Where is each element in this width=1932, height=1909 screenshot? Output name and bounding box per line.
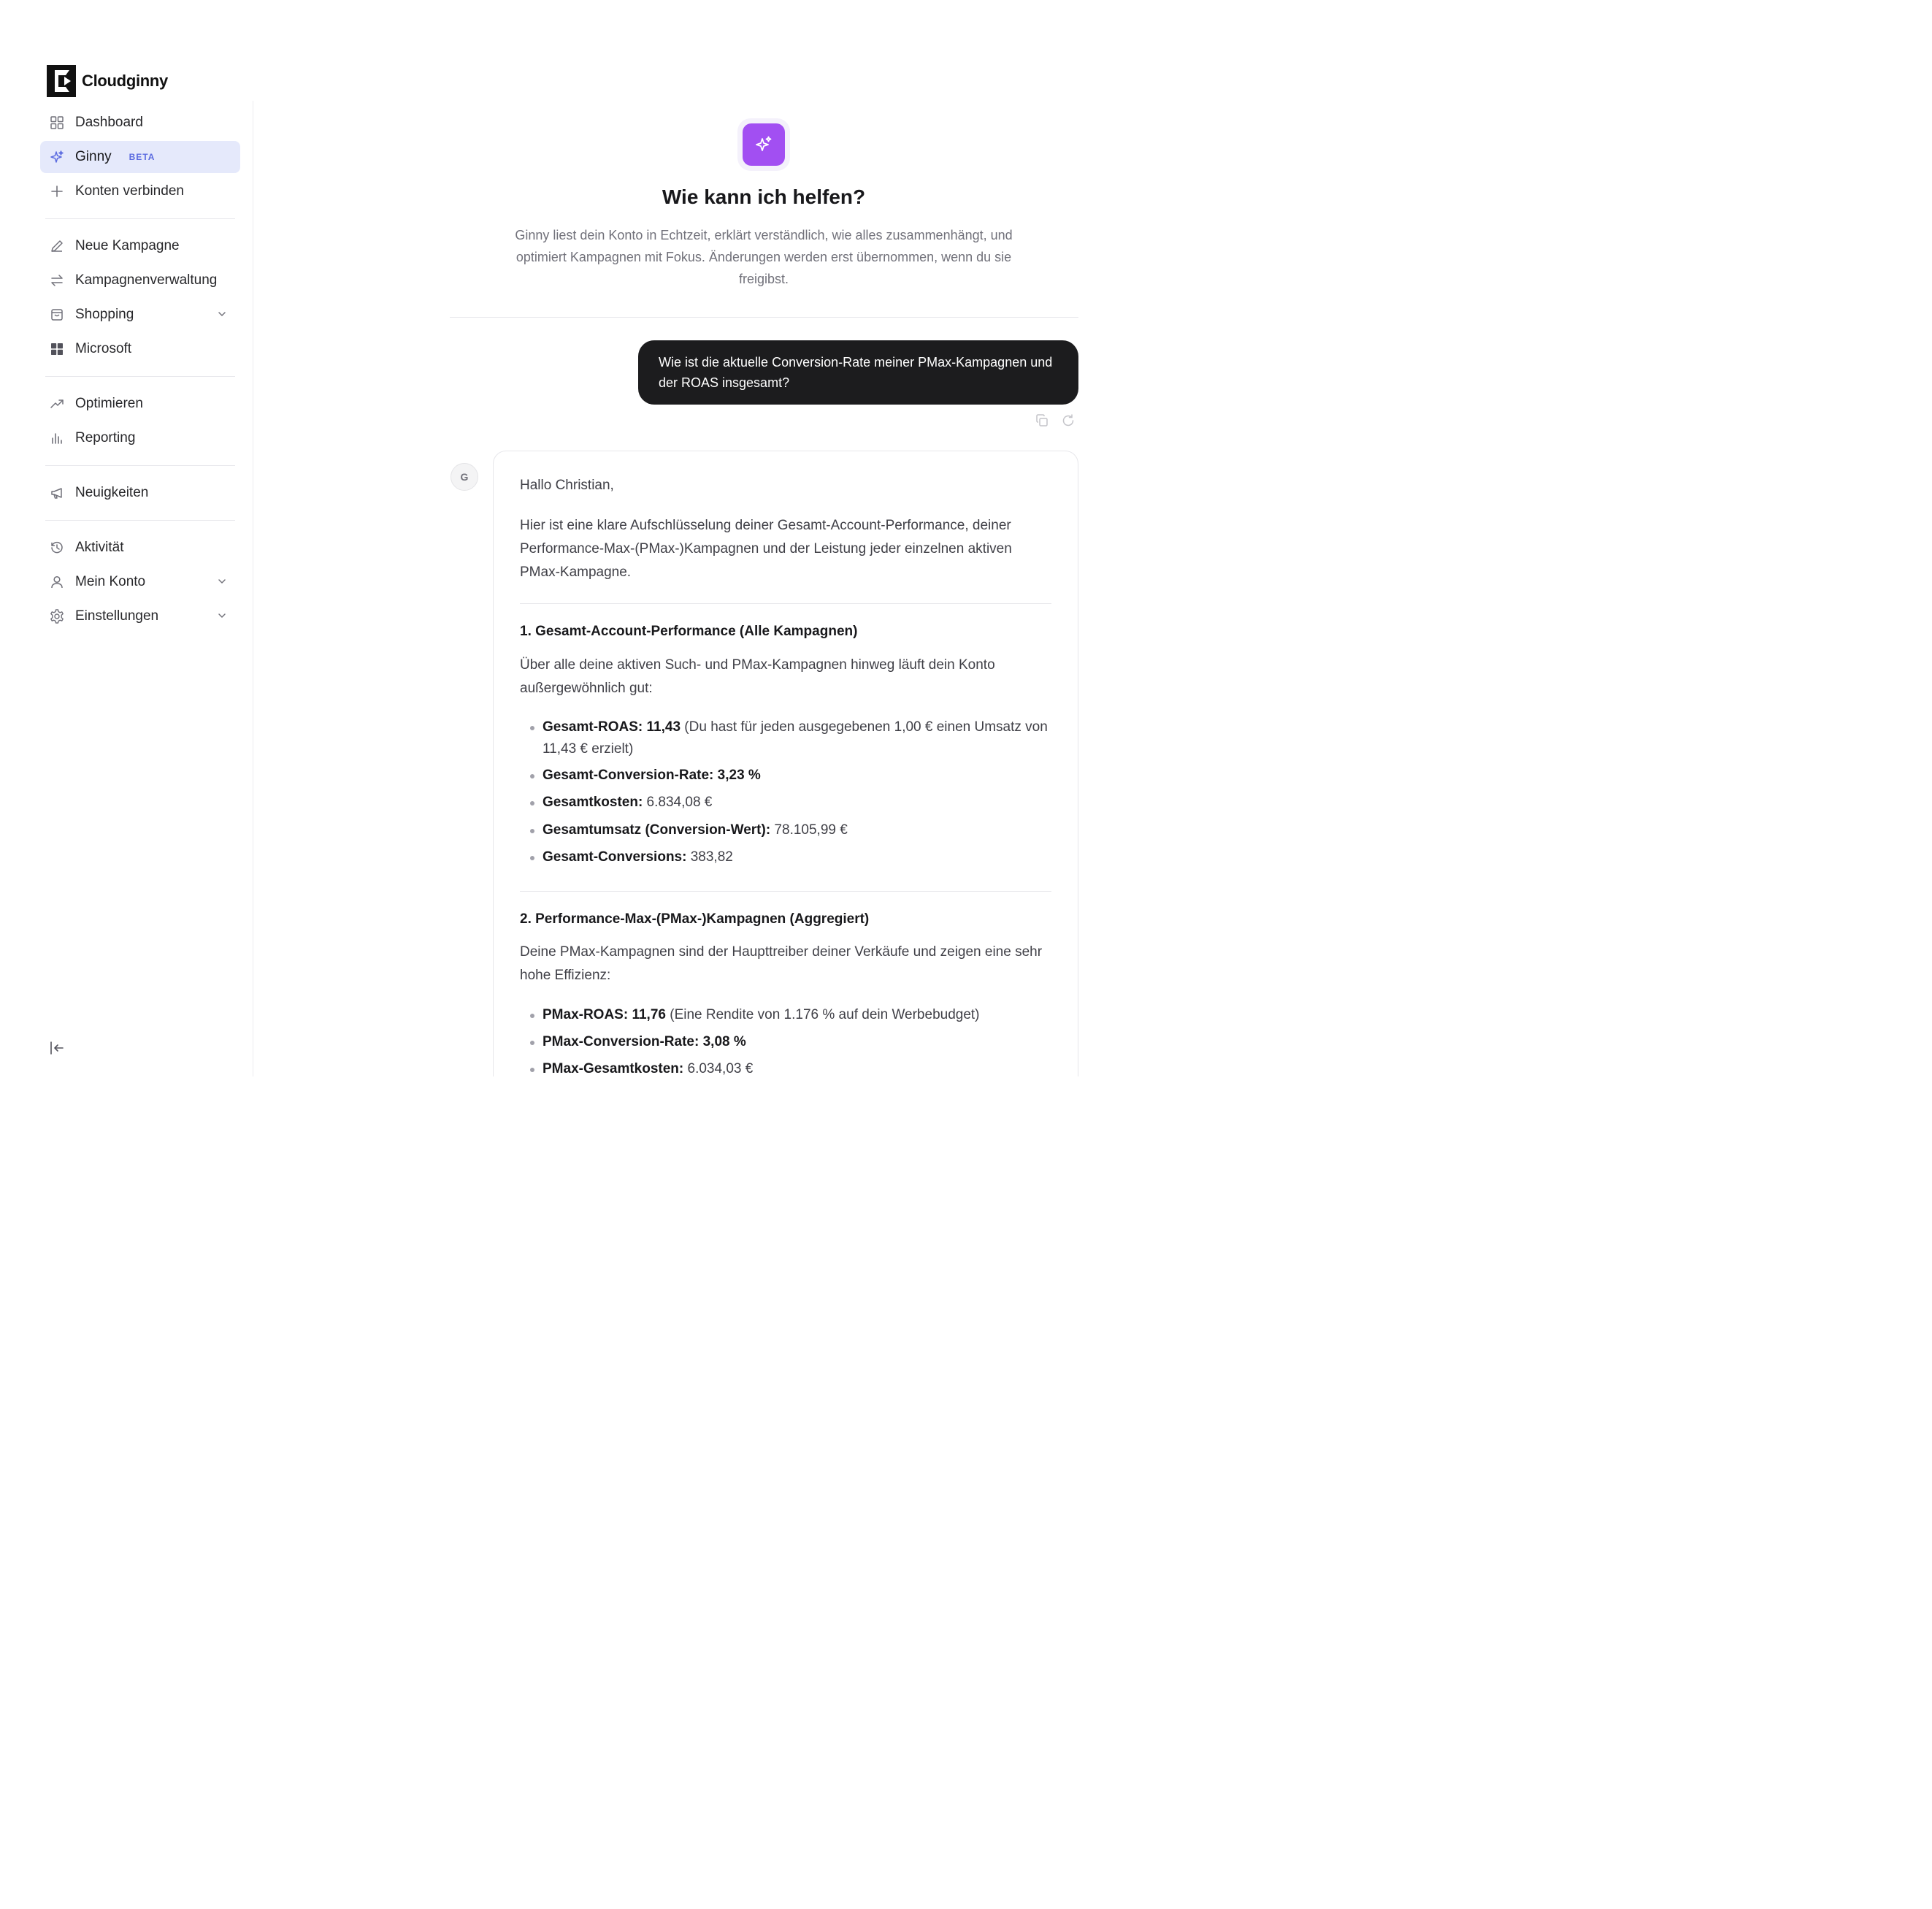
- chevron-down-icon[interactable]: [215, 609, 229, 622]
- sidebar-divider: [45, 520, 235, 521]
- sidebar-item-konten-verbinden[interactable]: [40, 175, 240, 207]
- sidebar-item-label: Konten verbinden: [75, 183, 184, 199]
- sidebar-item-optimieren[interactable]: [40, 388, 240, 420]
- intro-text: Hier ist eine klare Aufschlüsselung deiner Gesamt-Account-Performance, deiner Performance-Max-(PMax-)Kampagnen und der Leistung jeder einzelnen aktiven PMax-Kampagne.: [520, 518, 1012, 580]
- hero-divider: [450, 317, 1078, 318]
- history-icon: [49, 540, 65, 556]
- grid-icon: [49, 115, 65, 131]
- list-item: Gesamtkosten: 6.834,08 €: [520, 792, 1051, 814]
- copy-icon[interactable]: [1035, 413, 1049, 428]
- sidebar-item-label: Neue Kampagne: [75, 238, 180, 253]
- sidebar-item-label: Microsoft: [75, 341, 132, 356]
- sidebar-item-neuigkeiten[interactable]: [40, 477, 240, 509]
- sidebar-item-label: Optimieren: [75, 396, 143, 411]
- list-item: Gesamt-ROAS: 11,43 (Du hast für jeden ausgegebenen 1,00 € einen Umsatz von 11,43 € erzielt): [520, 716, 1051, 760]
- bar-chart-icon: [49, 430, 65, 446]
- chevron-down-icon[interactable]: [215, 575, 229, 588]
- user-icon: [49, 574, 65, 590]
- list-item: Gesamtumsatz (Conversion-Wert): 78.105,99 €: [520, 819, 1051, 841]
- sidebar-item-shopping[interactable]: [40, 299, 240, 331]
- assistant-message: [493, 451, 1078, 1076]
- list-item: PMax-Conversion-Rate: 3,08 %: [520, 1031, 1051, 1053]
- pencil-icon: [49, 238, 65, 254]
- collapse-sidebar-icon[interactable]: [48, 1040, 66, 1056]
- cloudginny-logo-icon: [47, 65, 76, 97]
- sidebar-item-label: Reporting: [75, 430, 136, 445]
- main-content: [253, 0, 1129, 1076]
- sidebar-item-reporting[interactable]: [40, 422, 240, 454]
- beta-badge: BETA: [129, 152, 156, 162]
- brand-name: Cloudginny: [82, 72, 168, 90]
- sidebar-item-label: Mein Konto: [75, 574, 146, 589]
- list-item: PMax-Gesamtkosten: 6.034,03 €: [520, 1058, 1051, 1076]
- assistant-avatar: G: [451, 463, 478, 491]
- brand-logo[interactable]: [47, 65, 168, 97]
- sparkle-icon: [743, 123, 785, 166]
- section-text: Deine PMax-Kampagnen sind der Haupttreiber deiner Verkäufe und zeigen eine sehr hohe Effizienz:: [520, 944, 1043, 983]
- sidebar-divider: [45, 218, 235, 219]
- sidebar-item-kampagnenverwaltung[interactable]: [40, 264, 240, 297]
- sidebar-item-mein-konto[interactable]: [40, 566, 240, 598]
- sidebar-item-label: Kampagnenverwaltung: [75, 272, 218, 288]
- page-subtitle: Ginny liest dein Konto in Echtzeit, erklärt verständlich, wie alles zusammenhängt, und optimiert Kampagnen mit Fokus. Änderungen werden erst übernommen, wenn du sie freigibst.: [515, 228, 1013, 286]
- trending-up-icon: [49, 396, 65, 412]
- section-text: Über alle deine aktiven Such- und PMax-Kampagnen hinweg läuft dein Konto außergewöhnlich gut:: [520, 657, 995, 696]
- sidebar-item-ginny[interactable]: [40, 141, 240, 173]
- sidebar-item-label: Einstellungen: [75, 608, 159, 624]
- sidebar-item-label: Aktivität: [75, 540, 124, 555]
- list-item: Gesamt-Conversions: 383,82: [520, 846, 1051, 868]
- sidebar-item-dashboard[interactable]: [40, 107, 240, 139]
- arrows-icon: [49, 272, 65, 288]
- sparkle-icon: [49, 149, 65, 165]
- sidebar-item-label: Shopping: [75, 307, 134, 322]
- page-title: Wie kann ich helfen?: [662, 185, 866, 208]
- regenerate-icon[interactable]: [1061, 413, 1076, 428]
- sidebar-item-neue-kampagne[interactable]: [40, 230, 240, 262]
- user-message: Wie ist die aktuelle Conversion-Rate meiner PMax-Kampagnen und der ROAS insgesamt?: [638, 340, 1078, 405]
- section-heading: 2. Performance-Max-(PMax-)Kampagnen (Aggregiert): [520, 911, 870, 927]
- gear-icon: [49, 608, 65, 624]
- section-divider: [520, 891, 1051, 892]
- sidebar-item-einstellungen[interactable]: [40, 600, 240, 632]
- sidebar-item-label: Dashboard: [75, 115, 143, 130]
- sidebar-divider: [45, 465, 235, 466]
- plus-icon: [49, 183, 65, 199]
- megaphone-icon: [49, 485, 65, 501]
- sidebar-item-label: Ginny: [75, 149, 112, 164]
- chevron-down-icon[interactable]: [215, 307, 229, 321]
- sidebar-item-aktivitaet[interactable]: [40, 532, 240, 564]
- sidebar-item-microsoft[interactable]: [40, 333, 240, 365]
- windows-icon: [49, 341, 65, 357]
- section-divider: [520, 603, 1051, 604]
- sidebar-item-label: Neuigkeiten: [75, 485, 149, 500]
- list-item: Gesamt-Conversion-Rate: 3,23 %: [520, 765, 1051, 787]
- list-item: PMax-ROAS: 11,76 (Eine Rendite von 1.176 % auf dein Werbebudget): [520, 1004, 1051, 1026]
- section-heading: 1. Gesamt-Account-Performance (Alle Kampagnen): [520, 624, 858, 639]
- shopping-bag-icon: [49, 307, 65, 323]
- ginny-hero-badge: [737, 118, 790, 171]
- greeting: Hallo Christian,: [520, 478, 614, 493]
- sidebar-divider: [45, 376, 235, 377]
